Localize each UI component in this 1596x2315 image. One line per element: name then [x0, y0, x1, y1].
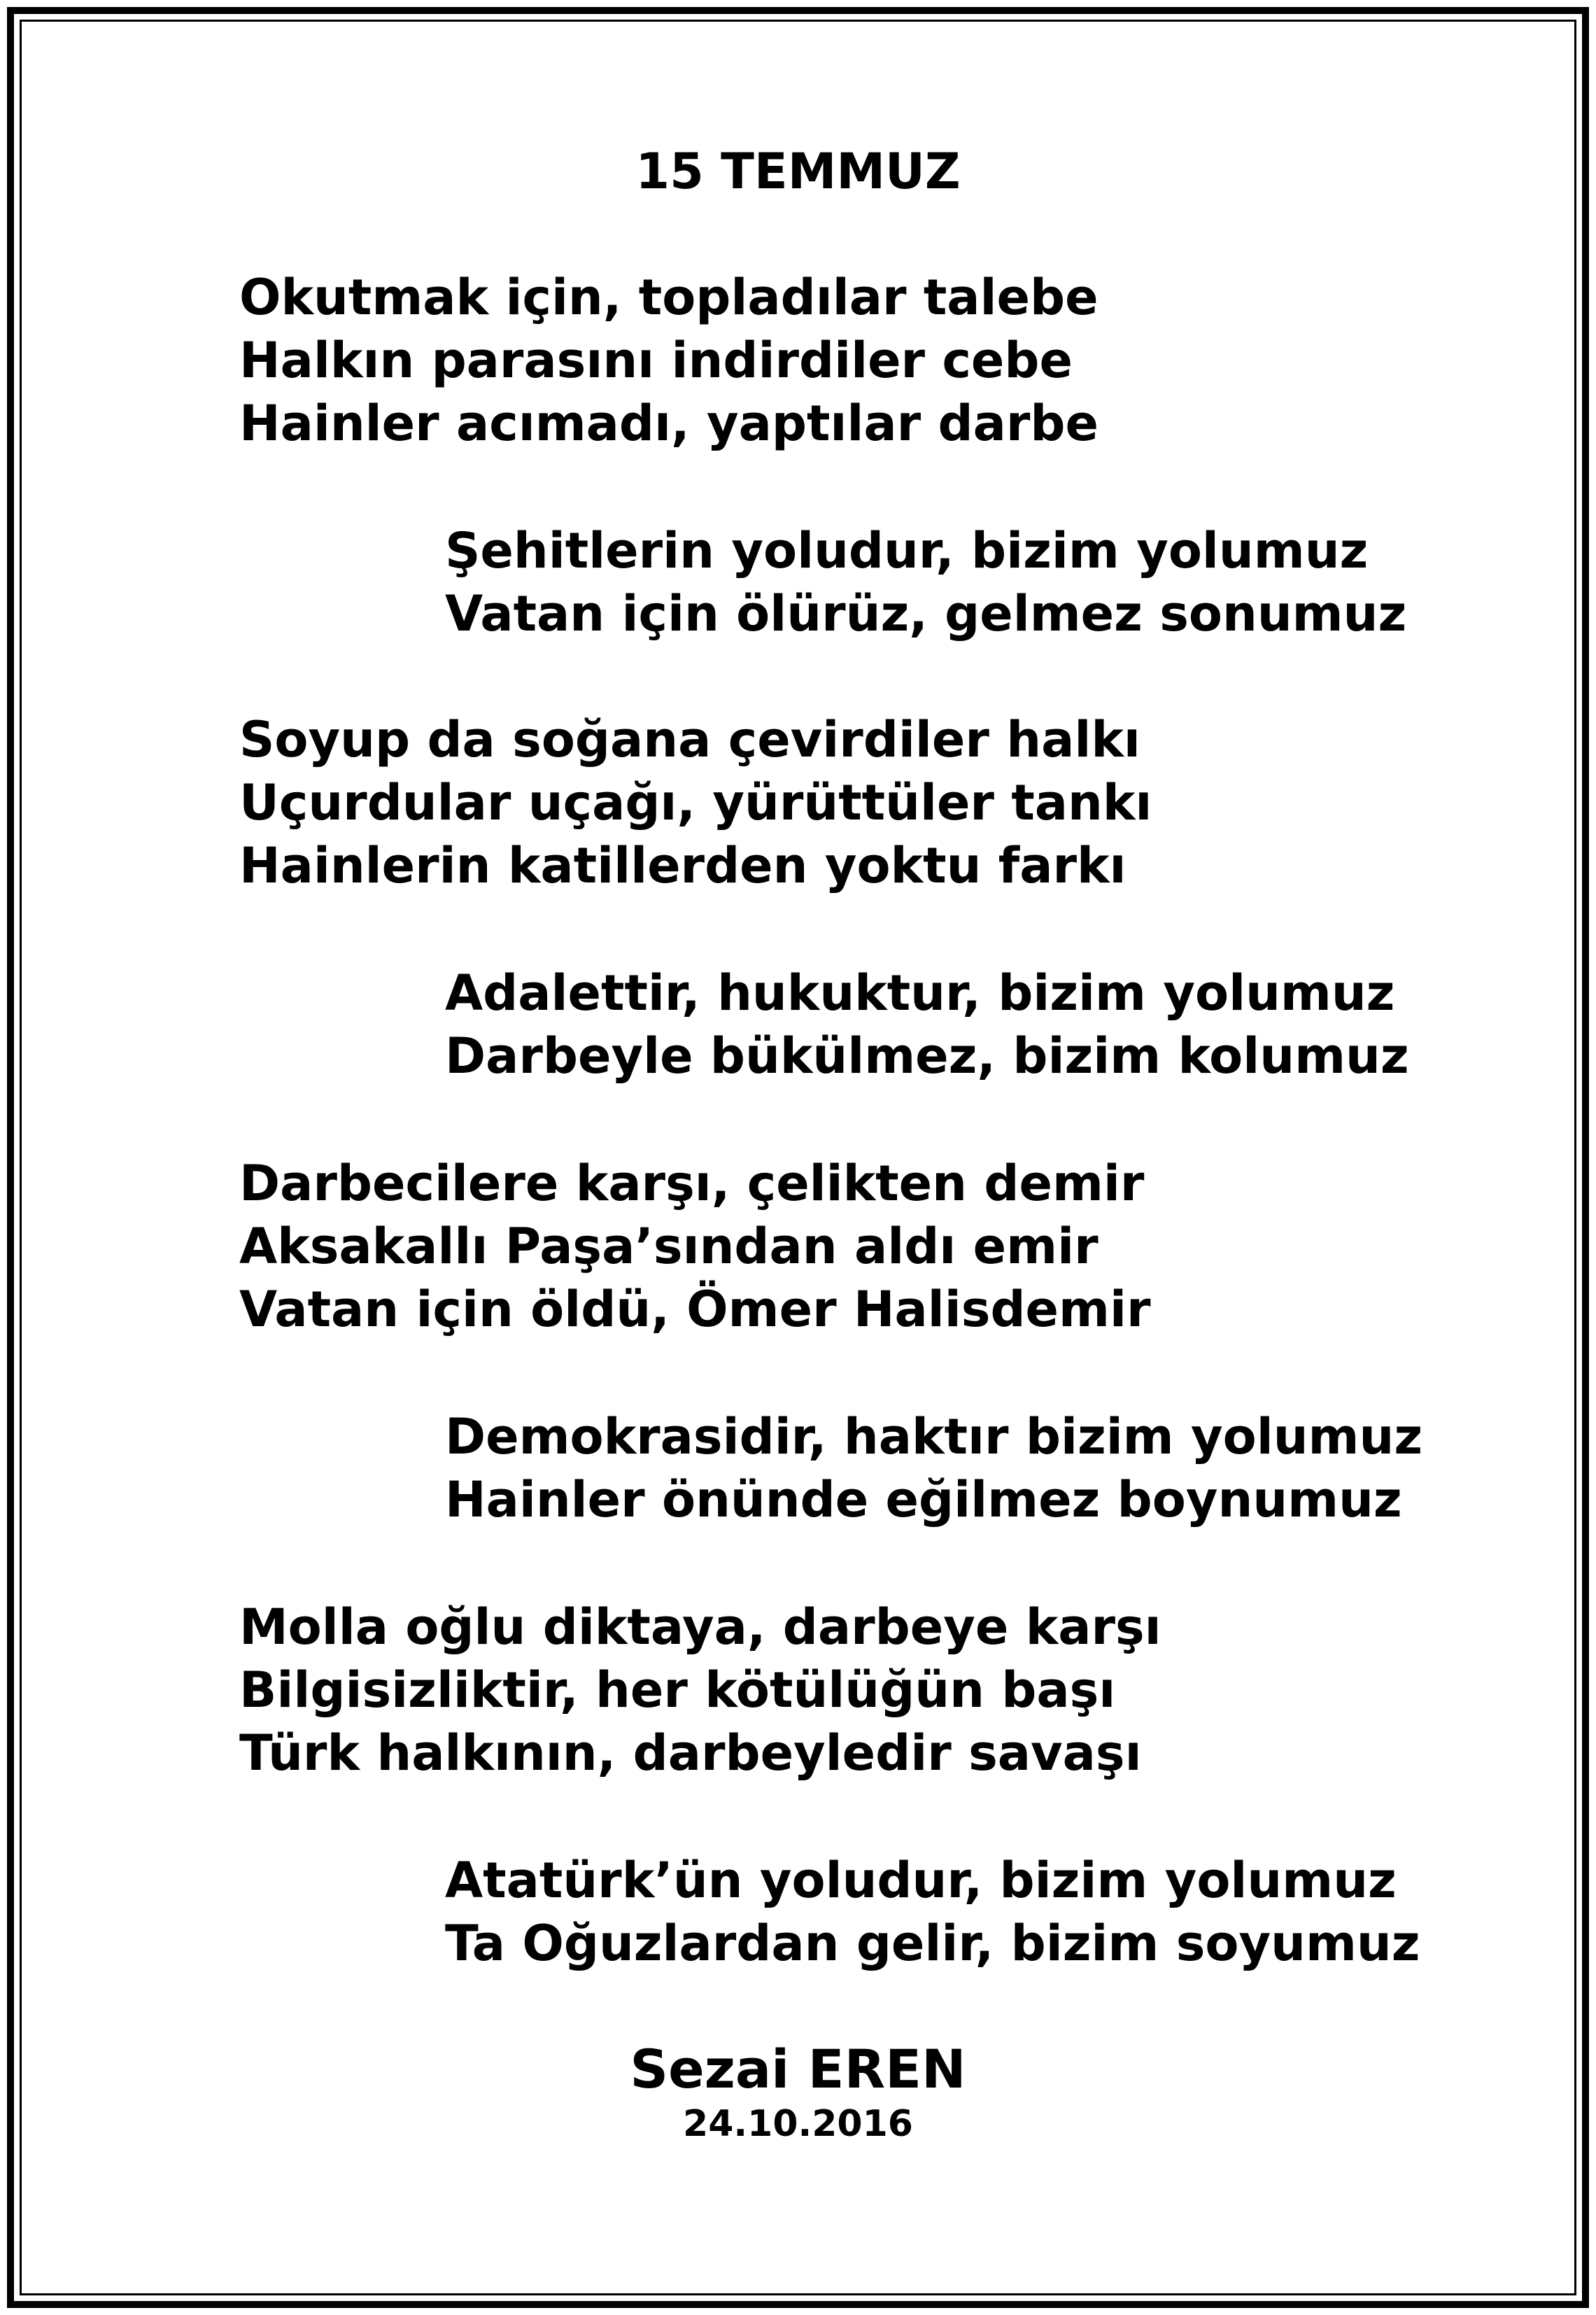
poem-line: Hainler acımadı, yaptılar darbe	[239, 395, 1099, 452]
poem-line: Hainler önünde eğilmez boynumuz	[445, 1471, 1402, 1528]
author-name: Sezai EREN	[630, 2038, 966, 2100]
poem-line: Türk halkının, darbeyledir savaşı	[239, 1724, 1142, 1782]
stanza-4	[239, 1596, 1161, 1785]
poem-line: Darbecilere karşı, çelikten demir	[239, 1155, 1145, 1212]
poem-date: 24.10.2016	[683, 2103, 913, 2145]
poem-line: Okutmak için, topladılar talebe	[239, 269, 1099, 326]
poem-line: Şehitlerin yoludur, bizim yolumuz	[445, 522, 1369, 579]
refrain-4	[445, 1849, 1420, 1975]
poem-line: Soyup da soğana çevirdiler halkı	[239, 711, 1140, 768]
poem-line: Halkın parasını indirdiler cebe	[239, 332, 1073, 389]
stanza-2	[239, 708, 1152, 897]
refrain-1	[445, 519, 1406, 645]
poem-line: Bilgisizliktir, her kötülüğün başı	[239, 1661, 1116, 1719]
poem-line: Vatan için ölürüz, gelmez sonumuz	[445, 585, 1407, 642]
poem-line: Vatan için öldü, Ömer Halisdemir	[239, 1281, 1151, 1338]
stanza-3	[239, 1152, 1151, 1341]
stanza-1	[239, 266, 1099, 455]
refrain-2	[445, 962, 1409, 1088]
poem-line: Atatürk’ün yoludur, bizim yolumuz	[445, 1852, 1397, 1909]
poem-line: Aksakallı Paşa’sından aldı emir	[239, 1218, 1099, 1275]
poem-line: Demokrasidir, haktır bizim yolumuz	[445, 1408, 1423, 1465]
poem-line: Molla oğlu diktaya, darbeye karşı	[239, 1598, 1161, 1656]
poem-line: Darbeyle bükülmez, bizim kolumuz	[445, 1027, 1409, 1085]
poem-line: Ta Oğuzlardan gelir, bizim soyumuz	[445, 1915, 1420, 1972]
poem-line: Uçurdular uçağı, yürüttüler tankı	[239, 774, 1152, 831]
poem-title: 15 TEMMUZ	[635, 143, 961, 200]
poem-line: Adalettir, hukuktur, bizim yolumuz	[445, 964, 1395, 1022]
poem-line: Hainlerin katillerden yoktu farkı	[239, 837, 1127, 894]
refrain-3	[445, 1405, 1422, 1531]
